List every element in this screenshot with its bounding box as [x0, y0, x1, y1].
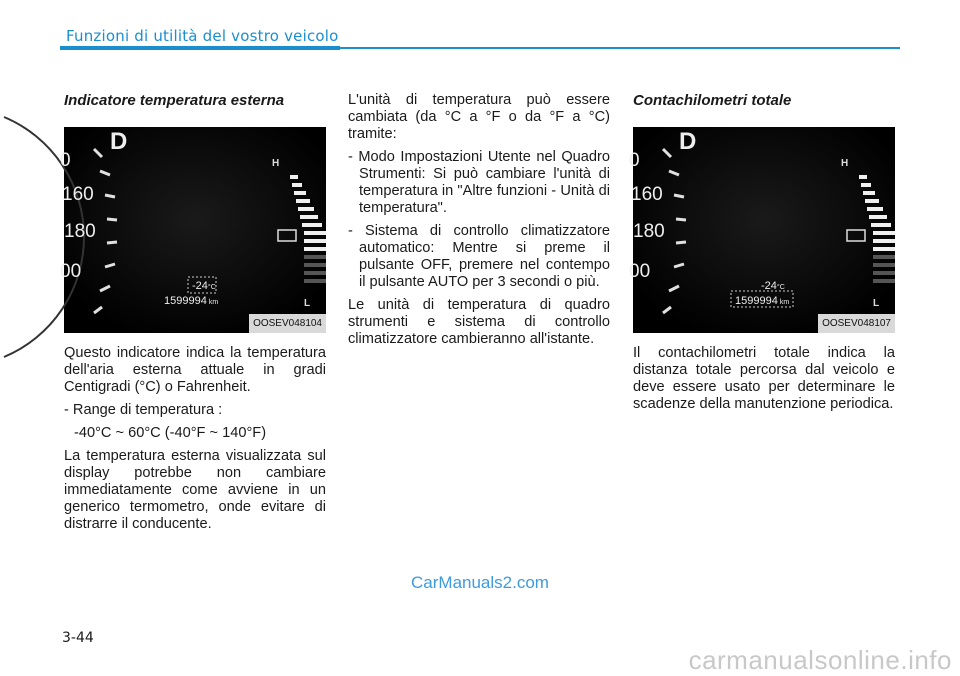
odometer-unit: km	[208, 299, 219, 306]
range-label: - Range di temperatura :	[64, 402, 223, 418]
speed-label: 00	[60, 261, 82, 282]
gauge-low-label: L	[304, 298, 311, 309]
gauge-high-label: H	[272, 158, 280, 169]
temp-unit: °C	[207, 284, 216, 291]
temp-value: -24	[761, 280, 777, 292]
speed-label: 00	[629, 261, 651, 282]
column-1	[60, 92, 326, 539]
section-title: Funzioni di utilità del vostro veicolo	[66, 27, 339, 45]
odometer-unit: km	[779, 299, 790, 306]
site-watermark: CarManuals2.com	[411, 573, 549, 592]
cluster-figure-temp	[60, 127, 326, 333]
temp-unit: °C	[776, 284, 785, 291]
column-2	[348, 92, 610, 354]
gauge-low-label: L	[873, 298, 880, 309]
paragraph: L'unità di temperatura può essere cambiata (da °C a °F o da °F a °C) tramite:	[348, 92, 610, 142]
paragraph: Questo indicatore indica la temperatura dell'aria esterna attuale in gradi Centigradi (°C) o Fahrenheit.	[64, 345, 326, 395]
speed-label: 160	[62, 184, 94, 205]
paragraph: Il contachilometri totale indica la distanza totale percorsa dal veicolo e deve essere usato per determinare le scadenze della manutenzione periodica.	[633, 345, 895, 412]
paragraph: La temperatura esterna visualizzata sul display potrebbe non cambiare immediatamente come avviene in un generico termometro, onde evitare di distrarre il conducente.	[64, 448, 326, 532]
gear-indicator: D	[110, 128, 128, 155]
speed-label: 180	[64, 221, 96, 242]
odometer-value: 1599994	[735, 295, 778, 307]
paragraph: Le unità di temperatura di quadro strumenti e sistema di controllo climatizzatore cambieranno all'istante.	[348, 297, 610, 347]
speed-label: 0	[629, 150, 640, 171]
heading-outside-temp: Indicatore temperatura esterna	[64, 92, 285, 109]
range-value: -40°C ~ 60°C (-40°F ~ 140°F)	[74, 425, 267, 441]
figure-code: OOSEV048104	[249, 314, 326, 333]
heading-odometer: Contachilometri totale	[633, 92, 792, 109]
cluster-figure-odometer	[629, 127, 895, 333]
figure-code: OOSEV048107	[818, 314, 895, 333]
odometer-readout	[735, 293, 789, 311]
header-rule-thick	[60, 46, 340, 50]
speed-label: 180	[633, 221, 665, 242]
page-number: 3-44	[62, 630, 94, 646]
odometer-value: 1599994	[164, 295, 207, 307]
list-item: - Modo Impostazioni Utente nel Quadro Strumenti: Si può cambiare l'unità di temperatura in "Altre funzioni - Unità di temperatura".	[348, 149, 610, 216]
temp-value: -24	[192, 280, 208, 292]
list-item: - Sistema di controllo climatizzatore automatico: Mentre si preme il pulsante OFF, premere nel contempo il pulsante AUTO per 3 secondi o più.	[348, 223, 610, 290]
gear-indicator: D	[679, 128, 697, 155]
speed-label: 0	[60, 150, 71, 171]
footer-watermark: carmanualsonline.info	[688, 645, 952, 675]
column-3	[629, 92, 895, 419]
odometer-readout	[164, 293, 218, 311]
speed-label: 160	[631, 184, 663, 205]
gauge-high-label: H	[841, 158, 849, 169]
header-rule-thin	[340, 47, 900, 49]
